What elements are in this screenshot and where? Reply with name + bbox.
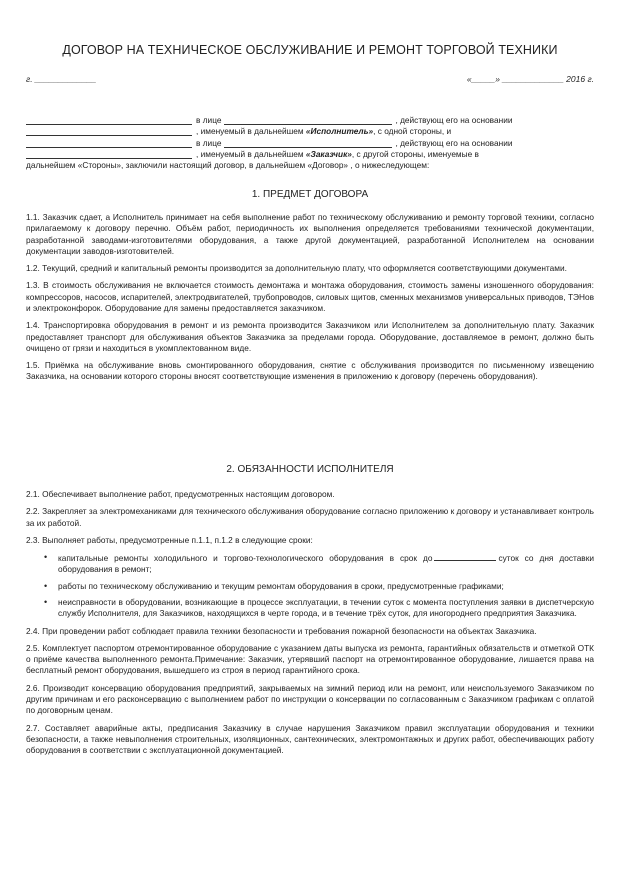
clause-2-6: 2.6. Производит консервацию оборудования предприятий, закрываемых на зимний период или на ремонт, или неиспользуемого Заказчиком по другим причинам и его расконсервацию с выполнением работ по инструкции о консервации по согласованным с Заказчиком графикам с оплатой по договорным ценам. bbox=[26, 682, 594, 716]
contract-date: «_____» _____________ 2016 г. bbox=[466, 74, 594, 84]
deadline-list bbox=[26, 552, 594, 619]
clause-2-2: 2.2. Закрепляет за электромеханиками для технического обслуживания оборудование согласно приложению к договору и устанавливает контроль за их работой. bbox=[26, 506, 594, 528]
list-item: • неисправности в оборудовании, возникающие в процессе эксплуатации, в течении суток с момента поступления заявки в диспетчерскую службу Исполнителя, для Заказчиков, находящихся в черте города, и в течение трёх суток, для иногороднего предприятия Заказчика. bbox=[44, 597, 594, 620]
party-line-1: в лице , действующ его на основании bbox=[26, 115, 594, 126]
blank-field[interactable] bbox=[26, 138, 192, 148]
clause-2-5: 2.5. Комплектует паспортом отремонтированное оборудование с указанием даты выпуска из ремонта, гарантийных обязательств и отметкой ОТК о приёме качества выполненного ремонта.Примечание: Заказчик, утерявший паспорт на отремонтированное оборудование, лишается права на бесплатный ремонт оборудования, вышедшего из строя в период гарантийного срока. bbox=[26, 642, 594, 676]
blank-field[interactable] bbox=[26, 126, 192, 136]
party-line-2: , именуемый в дальнейшем «Исполнитель» , с одной стороны, и bbox=[26, 126, 594, 137]
party-line-4: , именуемый в дальнейшем «Заказчик» , с другой стороны, именуемые в bbox=[26, 149, 594, 160]
list-item: • работы по техническому обслуживанию и текущим ремонтам оборудования в сроки, предусмотренные графиками; bbox=[44, 581, 594, 592]
clause-2-3: 2.3. Выполняет работы, предусмотренные п.1.1, п.1.2 в следующие сроки: bbox=[26, 534, 313, 545]
document-title: ДОГОВОР НА ТЕХНИЧЕСКОЕ ОБСЛУЖИВАНИЕ И РЕМОНТ ТОРГОВОЙ ТЕХНИКИ bbox=[62, 43, 558, 57]
section-2-heading: 2. ОБЯЗАННОСТИ ИСПОЛНИТЕЛЯ bbox=[226, 464, 394, 475]
contract-place: г. _____________ bbox=[26, 74, 97, 84]
clause-2-7: 2.7. Составляет аварийные акты, предписания Заказчику в случае нарушения Заказчиком правил эксплуатации оборудования и техники безопасности, а также невыполнения строительных, изоляционных, сантехнических, электромонтажных и других работ, обеспечивающих работу оборудования в соответствии с эксплуатационной документацией. bbox=[26, 722, 594, 756]
party-line-3: в лице , действующ его на основании bbox=[26, 138, 594, 149]
blank-field[interactable] bbox=[224, 115, 392, 125]
clause-1-5: 1.5. Приёмка на обслуживание вновь смонтированного оборудования, снятие с обслуживания производится по письменному извещению Заказчика, на основании которого стороны вносят соответствующие изменения в приложению к договору (перечень оборудования). bbox=[26, 360, 594, 382]
clause-1-4: 1.4. Транспортировка оборудования в ремонт и из ремонта производится Заказчиком или Исполнителем за дополнительную плату. Заказчик предоставляет транспорт для обслуживания объектов Заказчика за пределами города. Оборудование, доставляемое в ремонт, должно быть очищено от грязи и находиться в укомплектованном виде. bbox=[26, 320, 594, 353]
section-1-heading: 1. ПРЕДМЕТ ДОГОВОРА bbox=[251, 189, 369, 200]
section-1-body bbox=[26, 212, 594, 389]
blank-field[interactable] bbox=[26, 115, 192, 125]
clause-2-4: 2.4. При проведении работ соблюдает правила техники безопасности и требования пожарной безопасности на объектах Заказчика. bbox=[26, 625, 537, 636]
blank-field[interactable] bbox=[26, 149, 192, 159]
clause-1-1: 1.1. Заказчик сдает, а Исполнитель принимает на себя выполнение работ по техническому обслуживанию и ремонту торговой техники, согласно прилагаемому к договору перечню. Объём работ, периодичность их выполнения определяется требованиями технической документации, разработанной заводами-изготовителями оборудования, а также другой документацией, разработанной Исполнителем на основании документации заводов-изготовителей. bbox=[26, 212, 594, 256]
parties-block bbox=[26, 115, 594, 171]
customer-label: «Заказчик» bbox=[305, 148, 352, 159]
section-2-body bbox=[26, 489, 594, 762]
blank-field[interactable] bbox=[434, 552, 496, 561]
blank-field[interactable] bbox=[224, 138, 392, 148]
clause-1-2: 1.2. Текущий, средний и капитальный ремонты производится за дополнительную плату, что оформляется соответствующими документами. bbox=[26, 263, 567, 274]
parties-closing: дальнейшем «Стороны», заключили настоящий договор, в дальнейшем «Договор» , о нижеследующем: bbox=[26, 160, 430, 171]
list-item: • капитальные ремонты холодильного и торгово-технологического оборудования в срок до суток со дня доставки оборудования в ремонт; bbox=[44, 552, 594, 576]
clause-2-1: 2.1. Обеспечивает выполнение работ, предусмотренных настоящим договором. bbox=[26, 489, 335, 499]
executor-label: «Исполнитель» bbox=[305, 126, 374, 137]
clause-1-3: 1.3. В стоимость обслуживания не включается стоимость демонтажа и монтажа оборудования, стоимость замены изношенного оборудования: компрессоров, насосов, испарителей, электродвигателей, трубопроводов, силовых щитов, сменных механизмов универсальных приводов, ТЭНов и электроконфорок. Оборудование для замены предоставляется заказчиком. bbox=[26, 280, 594, 313]
